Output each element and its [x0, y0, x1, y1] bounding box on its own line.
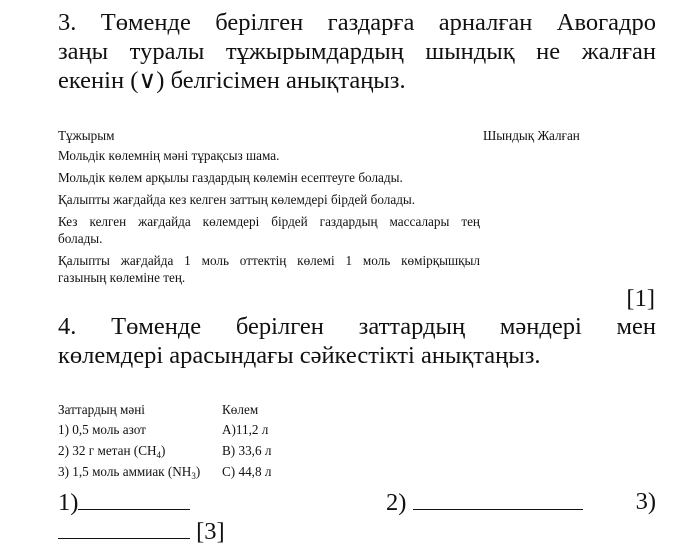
statement-row — [58, 191, 480, 208]
answer-row-continued — [58, 516, 225, 546]
q4-score-mark: [3] — [196, 518, 225, 545]
statement-text: Қалыпты жағдайда кез келген заттың көлемдері бірдей болады. — [58, 192, 416, 207]
q3-title-line: 3. Төменде берілген газдарға арналған Авогадро — [58, 9, 656, 36]
question-4-title — [58, 312, 656, 370]
column-header-true-false: Шындық Жалған — [483, 128, 580, 143]
statement-text: Қалыпты жағдайда 1 моль оттектің көлемі 1 моль көмірқышқыл — [58, 253, 480, 268]
volume-option: A)11,2 л — [222, 422, 269, 437]
column-header-volume: Көлем — [222, 402, 259, 417]
statement-text: Мольдік көлем арқылы газдардың көлемін есептеуге болады. — [58, 170, 403, 185]
statement-row — [58, 213, 480, 247]
statement-text: болады. — [58, 231, 103, 246]
substance-item — [58, 421, 146, 438]
subscript: 3 — [191, 471, 196, 481]
q3-score-mark: [1] — [626, 285, 655, 312]
volume-option: C) 44,8 л — [222, 464, 272, 479]
statements-list — [58, 147, 480, 291]
volume-option: B) 33,6 л — [222, 443, 272, 458]
q3-title-line: заңы туралы тұжырымдардың шындық не жалған — [58, 38, 656, 65]
substance-text-end: ) — [161, 443, 166, 458]
answer-blank-3[interactable] — [58, 516, 190, 539]
q4-title-line: 4. Төменде берілген заттардың мәндері мен — [58, 313, 656, 340]
answer-blank-1[interactable] — [78, 487, 190, 510]
column-header-substance: Заттардың мәні — [58, 402, 145, 417]
answer-label: 1) — [58, 489, 79, 516]
statement-row — [58, 169, 480, 186]
substance-text: 3) 1,5 моль аммиак (NH — [58, 464, 192, 479]
column-header-statement: Тұжырым — [58, 128, 115, 143]
q4-title-line: көлемдері арасындағы сәйкестікті анықтаңыз. — [58, 342, 541, 369]
statement-text: Кез келген жағдайда көлемдері бірдей газдардың массалары тең — [58, 214, 480, 229]
answer-row — [58, 487, 656, 517]
substance-text: 1) 0,5 моль азот — [58, 422, 146, 437]
statement-text: Мольдік көлемнің мәні тұрақсыз шама. — [58, 148, 280, 163]
answer-label: 2) — [386, 489, 407, 516]
question-3-title — [58, 8, 656, 95]
subscript: 4 — [156, 450, 162, 460]
q3-title-line: екенін (∨) белгісімен анықтаңыз. — [58, 67, 406, 94]
substance-text: 2) 32 г метан (CH — [58, 443, 157, 458]
statement-row — [58, 147, 480, 164]
answer-blank-2[interactable] — [413, 487, 583, 510]
substance-text-end: ) — [195, 464, 201, 479]
statement-text: газының көлеміне тең. — [58, 270, 186, 285]
substance-item — [58, 463, 200, 480]
answer-label: 3) — [635, 488, 656, 515]
statement-row — [58, 252, 480, 286]
substance-item — [58, 442, 165, 459]
